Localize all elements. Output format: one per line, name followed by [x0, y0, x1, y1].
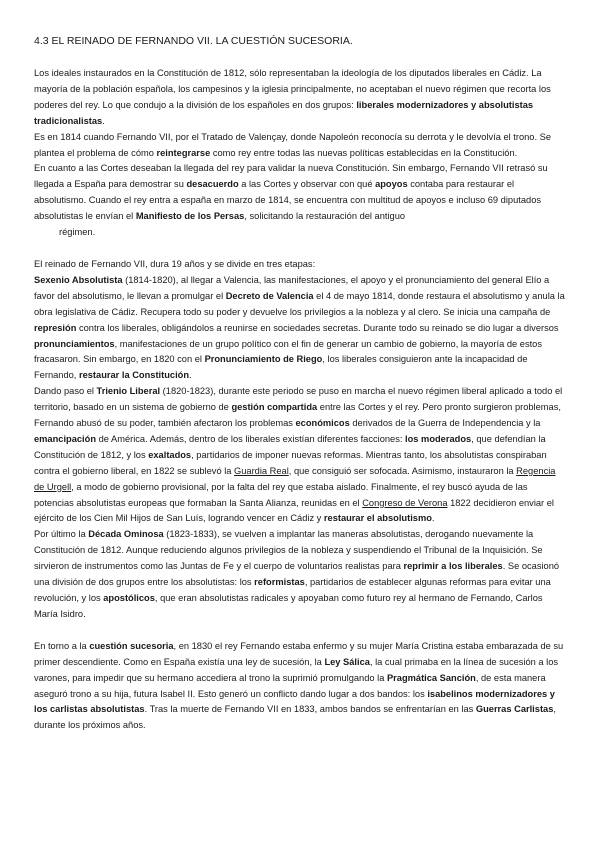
text-run: de América. Además, dentro de los liberales existían diferentes facciones:: [96, 433, 406, 444]
text-run: como rey entre todas las nuevas políticas establecidas en la Constitución.: [210, 147, 518, 158]
paragraph-etapas-intro: El reinado de Fernando VII, dura 19 años y se divide en tres etapas:: [34, 258, 316, 269]
bold-term: reformistas: [254, 577, 305, 588]
document-title: 4.3 EL REINADO DE FERNANDO VII. LA CUESTIÓN SUCESORIA.: [34, 35, 353, 47]
bold-term: exaltados: [148, 449, 192, 460]
text-run: , en 1830 el rey Fernando estaba enfermo y su mujer María Cristina estaba embarazada de su primer descendiente. Como en España existía una ley de sucesión, la: [34, 640, 564, 667]
text-run: .: [189, 370, 192, 381]
paragraph-ideales: [34, 66, 568, 130]
text-run: Dando paso el: [34, 386, 97, 397]
bold-term: isabelinos modernizadores y los carlistas absolutistas: [34, 688, 555, 715]
text-run: En cuanto a las Cortes deseaban la llegada del rey para validar la nueva Constitución. Sin embargo, Fernando VII retrasó su llegada a España para demostrar su: [34, 163, 548, 190]
text-run: , la cual primaba en la línea de sucesión a los varones, para impedir que su hermano accediera al trono la suprimió promulgando la: [34, 656, 559, 683]
text-run: En torno a la: [34, 640, 90, 651]
text-run: .: [431, 513, 435, 524]
text-run: a las Cortes y observar con qué: [238, 179, 376, 190]
paragraph-decada: [34, 527, 568, 622]
bold-term: Ley Sálica: [324, 656, 370, 667]
text-run: , que consiguió ser sofocada. Asimismo, instauraron la: [288, 465, 517, 476]
paragraph-cuestion-sucesoria: [34, 639, 568, 734]
paragraph-trienio: [34, 384, 568, 527]
link-guardia-real[interactable]: Guardia Real: [234, 465, 289, 476]
bold-term: Trienio Liberal: [96, 386, 161, 397]
text-run: , partidarios de establecer algunas reformas para evitar una revolución, y los: [34, 577, 551, 603]
text-run: (1820-1823), durante este periodo se puso en marcha el nuevo régimen liberal aplicado a todo el territorio, basado en un sistema de gobierno de: [34, 386, 563, 413]
text-run: Los ideales instaurados en la Constitución de 1812, sólo representaban la ideología de los diputados liberales en Cádiz. La mayoría de la población española, los campesinos y la iglesia principalmente, no aceptaban el nuevo régimen que recorta los poderes del rey. Lo que condujo a la división de los españoles en dos grupos:: [34, 68, 551, 110]
bold-term: represión: [34, 322, 77, 333]
text-run: 1822 decidieron enviar el ejército de los Cien Mil Hijos de San Luís, logrando vencer en Cádiz y: [34, 497, 554, 524]
bold-term: emancipación: [34, 433, 97, 444]
text-run: , de esta manera aseguró trono a su hija, futura Isabel II. Esto generó un conflicto dando lugar a dos bandos: los: [34, 672, 546, 699]
text-run: , que defendían la Constitución de 1812, y los: [34, 433, 546, 460]
text-run: entre las Cortes y el rey. Pero pronto surgieron problemas, Fernando abusó de su poder, también afectaron los problemas: [34, 402, 561, 429]
text-run: (1823-1833), se vuelven a implantar las maneras absolutistas, derogando nuevamente la Constitución de 1812. Aunque reduciendo algunos privilegios de la nobleza y suspendiendo el Tribunal de la Inquisición. Se sirvieron de instrumentos como las Juntas de Fe y el cuerpo de voluntarios realistas para: [34, 529, 543, 572]
text-run: Es en 1814 cuando Fernando VII, por el Tratado de Valençay, donde Napoleón reconocía su derrota y le devolvía el trono. Se plantea el problema de cómo: [34, 131, 552, 158]
bold-term: apostólicos: [103, 593, 155, 603]
text-run: , los liberales consiguieron ante la incapacidad de Fernando,: [34, 354, 528, 381]
bold-term: restaurar el absolutismo: [323, 513, 432, 524]
bold-term: Manifiesto de los Persas: [135, 211, 245, 222]
bold-term: los moderados: [405, 433, 472, 444]
bold-term: Guerras Carlistas: [475, 704, 554, 715]
text-run: , partidarios de imponer nuevas reformas. Mientras tanto, los absolutistas conspiraban contra el gobierno liberal, en 1822 se sublevó la: [34, 449, 547, 476]
link-regencia-urgell[interactable]: Regencia de Urgell: [34, 465, 556, 492]
text-run: contaba para restaurar el absolutismo. Cuando el rey entra a españa en marzo de 1814, se encuentra con multitud de apoyos e incluso 69 diputados absolutistas le envían el: [34, 179, 542, 222]
bold-term: Década Ominosa: [88, 529, 164, 540]
paragraph-1814: [34, 130, 568, 162]
bold-term: reprimir a los liberales: [403, 561, 503, 572]
link-congreso-verona[interactable]: Congreso de Verona: [362, 497, 448, 508]
text-run: .: [102, 115, 105, 126]
bold-term: Decreto de Valencia: [225, 290, 314, 301]
bold-term: reintegrarse: [156, 147, 211, 158]
bold-term: cuestión sucesoria: [89, 640, 174, 651]
paragraph-regimen: régimen.: [59, 227, 96, 238]
bold-term: Pronunciamiento de Riego: [204, 354, 323, 365]
text-run: contra los liberales, obligándolos a reunirse en sociedades secretas. Durante todo su reinado se dio lugar a diversos: [76, 322, 559, 333]
bold-term: Pragmática Sanción: [386, 672, 476, 683]
text-run: . Tras la muerte de Fernando VII en 1833, ambos bandos se enfrentarían en las: [144, 704, 476, 715]
text-run: , durante los próximos años.: [34, 704, 556, 731]
document-page: [34, 34, 568, 734]
text-run: derivados de la Guerra de Independencia y la: [349, 418, 541, 429]
text-run: (1814-1820), al llegar a Valencia, las manifestaciones, el apoyo y el pronunciamiento del general Elío a favor del absolutismo, le llevan a promulgar el: [34, 274, 550, 301]
spacer: [34, 623, 568, 639]
text-run: , que eran absolutistas radicales y apoyaban como futuro rey al hermano de Fernando, Carlos María Isidro.: [34, 593, 543, 619]
bold-term: apoyos: [375, 179, 408, 190]
bold-term: restaurar la Constitución: [78, 370, 190, 381]
text-run: , solicitando la restauración del antiguo: [244, 211, 406, 222]
bold-term: desacuerdo: [186, 179, 239, 190]
paragraph-sexenio: [34, 273, 568, 384]
text-run: , a modo de gobierno provisional, por la falta del rey que estaba aislado. Finalmente, el rey buscó ayuda de las potencias absolutistas europeas que formaban la Santa Alianza, reunidas en el: [34, 481, 528, 508]
bold-term: económicos: [295, 418, 350, 429]
spacer: [34, 241, 568, 257]
bold-term: liberales modernizadores y absolutistas tradicionalistas: [34, 99, 534, 126]
bold-term: gestión compartida: [231, 402, 318, 413]
text-run: , manifestaciones de un grupo político con el fin de generar un cambio de gobierno, la mayoría de estos fracasaron. Sin embargo, en 1820 con el: [34, 338, 542, 365]
text-run: Por último la: [34, 529, 89, 540]
paragraph-cortes: [34, 161, 568, 225]
text-run: el 4 de mayo 1814, donde restaura el absolutismo y anula la obra legislativa de Cádiz. Recupera todo su poder y devuelve los privilegios a la nobleza y al clero. Se inicia una campaña de: [34, 290, 565, 317]
text-run: . Se ocasionó una división de dos grupos entre los absolutistas: los: [34, 561, 560, 588]
bold-term: Sexenio Absolutista: [34, 274, 123, 285]
bold-term: pronunciamientos: [34, 338, 115, 349]
